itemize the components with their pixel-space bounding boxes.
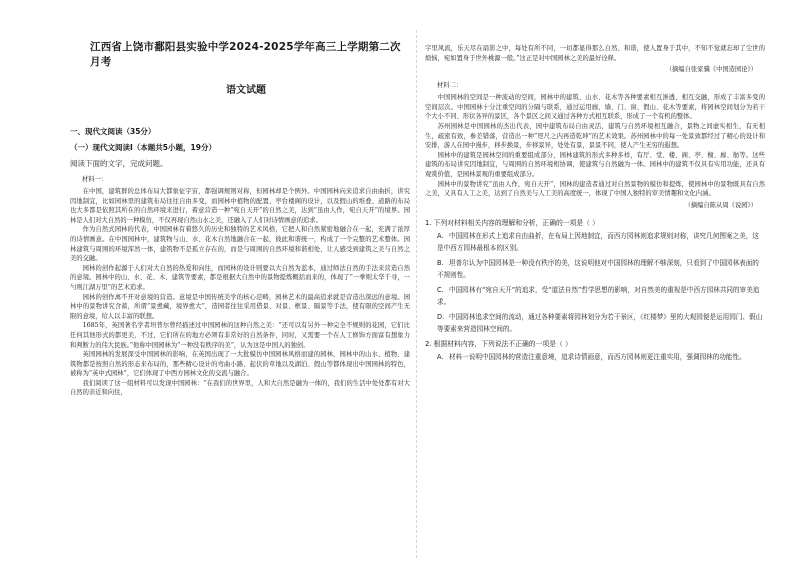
option-text: 材料一说明中国园林的营造注重意境，追求诗情画意，而西方园林则更注重实用，强调园林的功能性。 [449, 352, 746, 361]
subsection-heading: （一）现代文阅读Ⅰ（本题共5小题，19分） [70, 143, 216, 152]
right-column [425, 0, 765, 562]
material-paragraph: 园林的创作离不开对意境的营造。意境是中国传统美学的核心范畴，园林艺术的最高追求就是营造出深远的意境。园林中的景物讲究含蓄，所谓“景愈藏，境界愈大”，造园者往往采用借景、对景、框景、隔景等手法，使有限的空间产生无限的意境，给人以丰富的联想。 [70, 293, 410, 320]
material-label: 材料二： [437, 82, 463, 90]
left-column [70, 0, 410, 562]
section-heading: 一、现代文阅读（35分） [70, 127, 156, 136]
material-paragraph: 我们阅读了这一组材料可以发现中国园林：“在我们的世界里，人和大自然是融为一体的，我们的生活中处处都有对大自然的亲近和向往， [70, 379, 410, 397]
source-citation: （摘编自陈从周《说园》） [684, 201, 757, 209]
material-paragraph: 园林中的建筑是园林空间的重要组成部分，园林建筑的形式多种多样，有厅、堂、楼、阁、亭、榭、廊、舫等。这些建筑的布局讲究因地制宜，与周围的自然环境相协调，使建筑与自然融为一体。园林中的建筑不仅具有实用功能，还具有观赏价值，是园林景观的重要组成部分。 [425, 151, 765, 178]
option-text: 坦普尔认为中国园林是一种没有秩序的美，这说明他对中国园林的理解不够深刻，只看到了中国园林表面的不规则性。 [437, 258, 759, 279]
material-paragraph: 中国园林的空间是一种流动的空间，园林中的建筑、山水、花木等各种要素相互渗透、相互交融，形成了丰富多变的空间层次。中国园林十分注重空间的分隔与联系，通过运用廊、墙、门、窗、假山、花木等要素，将园林空间划分为若干个大小不同、形状各异的景区，各个景区之间又通过各种方式相互联系，形成了一个有机的整体。 [425, 94, 765, 121]
option-text: 中国园林有“宛自天开”的追求，受“道法自然”哲学思想的影响，对自然美的重视是中西方园林共同的审美追求。 [437, 285, 760, 306]
reading-instruction: 阅读下面的文字，完成问题。 [70, 159, 168, 168]
question-stem: 2. 根据材料内容，下列说法不正确的一项是（ ） [425, 339, 572, 348]
option-letter: D. [437, 312, 445, 321]
material-paragraph: 园林的创作起源于人们对大自然的热爱和向往，而园林的设计则要以大自然为蓝本，通过师法自然的手法来营造自然的意境。园林中的山、水、花、木、建筑等要素，都是根据大自然中的景物提炼概括而来的，体现了“一拳则太华千寻，一勺则江湖万里”的艺术追求。 [70, 264, 410, 291]
material-paragraph: 字里风流，乐天尽在扇影之中，每处有所不同，一切都显得那么自然、和谐，使人置身于其中，不知不觉就忘却了尘世的烦恼，宛如置身于世外桃源一般。”这正是对中国园林之美的最好诠释。 [425, 45, 765, 62]
option-text: 中国园林追求空间的流动，通过各种要素将园林划分为若干景区，《红楼梦》里的大观园便是运用园门、假山等要素来营造园林空间的。 [437, 312, 763, 333]
exam-title: 江西省上饶市鄱阳县实验中学2024-2025学年高三上学期第二次月考 [90, 41, 401, 68]
material-label: 材料一： [82, 176, 108, 183]
exam-subtitle: 语文试题 [226, 85, 266, 96]
option-letter: A. [437, 231, 444, 240]
option-letter: A. [437, 352, 444, 361]
answer-option [437, 284, 765, 308]
material-paragraph: 英国园林的发展深受中国园林的影响，在英国出现了一大批模仿中国园林风格而建的园林，园林中的山水、植物、建筑物都是按照自然的形态来布局的，那些精心设计的弯曲小路、起伏的草地以及湖泊、假山等都体现出中国园林的特色，被称为“英中式园林”，它们体现了中西方园林文化的交流与融合。 [70, 351, 410, 378]
option-text: 中国园林在形式上追求自由曲折，在布局上因地制宜，而西方园林则追求规则对称，讲究几何图案之美，这是中西方园林最根本的区别。 [437, 231, 759, 252]
material-paragraph: 苏州园林是中国园林的杰出代表，园中建筑布局自由灵活，建筑与自然环境相互融合，景物之间虚实相生，有无相生，疏密有致，参差错落，营造出一种“咫尺之内再造乾坤”的艺术效果。苏州园林中的每一处景致都经过了精心的设计和安排，游人在园中漫步，移步换景，步移景异，处处有景，景景不同，使人产生无穷的遐想。 [425, 122, 765, 150]
material-paragraph: 1685年，英国著名学者坦普尔曾经描述过中国园林的这种自然之美：“还可以有另外一种完全不规则的花园，它们比任何其他形式的都更美，不过，它们所在的地方必须有非常好的自然条件，同时，又需要一个在人工修饰方面富有想象力和判断力的伟大民族。”他称中国园林为“一种没有秩序的美”，认为这是中国人的独创。 [70, 322, 410, 349]
material-paragraph: 园林中的景物讲究“虽由人作，宛自天开”，园林的建造者通过对自然景物的模仿和提炼，使园林中的景物既具有自然之美，又具有人工之美，达到了自然美与人工美的高度统一，体现了中国人独特的审美情趣和文化内涵。 [425, 180, 765, 198]
material-paragraph: 作为自然式园林的代表，中国园林有着悠久的历史和独特的艺术风格，它把人和自然紧密地融合在一起，充满了浓厚的诗情画意。在中国园林中，建筑物与山、水、花木自然地融合在一起，彼此和谐统一，构成了一个完整的艺术整体。园林建筑与周围的环境浑然一体，建筑物不是孤立存在的，而是与周围的自然环境和谐相处，让人感受到建筑之美与自然之美的交融。 [70, 226, 410, 263]
material-paragraph: 在中国，建筑群的总体布局大都象征宇宙，都强调规则对称，但园林却是个例外。中国园林向来追求自由曲折，讲究因地制宜，比如园林里的建筑布局往往自由多变，而园林中植物的配置、亭台楼阁的设计，以及假山的堆叠、道路的布局也大多都是依照其所在的自然环境来进行，着意营造一种“宛自天开”的自然之美，达到“虽由人作，宛自天开”的境界。园林是人们对大自然的一种模仿，不仅再现自然山水之美，还融入了人们对诗情画意的追求。 [70, 188, 410, 224]
answer-option [437, 311, 765, 335]
question-stem: 1. 下列对材料相关内容的理解和分析，正确的一项是（ ） [425, 218, 599, 227]
answer-option [437, 230, 765, 254]
answer-option [437, 351, 765, 363]
column-divider [416, 30, 417, 558]
answer-option [437, 257, 765, 281]
option-letter: B. [437, 258, 444, 267]
source-citation: （摘编自张家骥《中国造园论》） [665, 66, 757, 74]
option-letter: C. [437, 285, 444, 294]
